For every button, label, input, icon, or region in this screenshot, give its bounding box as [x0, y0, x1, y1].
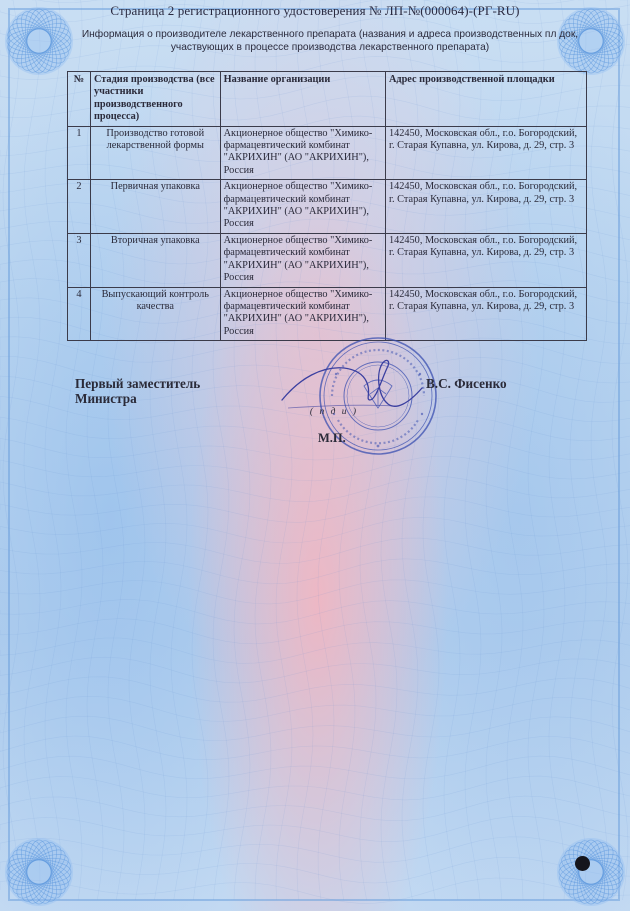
punch-hole	[575, 856, 590, 871]
corner-rosette-icon	[554, 835, 628, 909]
signer-position-line: Министра	[75, 391, 137, 406]
cell-number: 4	[68, 287, 91, 341]
signer-position	[75, 376, 200, 406]
table-row	[68, 126, 587, 180]
table-row	[68, 180, 587, 234]
cell-stage: Производство готовой лекарственной формы	[90, 126, 220, 180]
info-caption-line: участвующих в процессе производства лекарственного препарата)	[170, 42, 490, 53]
cell-number: 2	[68, 180, 91, 234]
column-header-stage: Стадия производства (все участники производственного процесса)	[90, 72, 220, 127]
cell-organization: Акционерное общество "Химико-фармацевтический комбинат "АКРИХИН" (АО "АКРИХИН"), Россия	[220, 233, 385, 287]
page-title: Страница 2 регистрационного удостоверения № ЛП-№(000064)-(РГ-RU)	[110, 3, 520, 18]
manufacturing-sites-table	[67, 71, 587, 341]
cell-stage: Вторичная упаковка	[90, 233, 220, 287]
cell-organization: Акционерное общество "Химико-фармацевтический комбинат "АКРИХИН" (АО "АКРИХИН"), Россия	[220, 180, 385, 234]
column-header-address: Адрес производственной площадки	[385, 72, 586, 127]
cell-address: 142450, Московская обл., г.о. Богородский, г. Старая Купавна, ул. Кирова, д. 29, стр. 3	[385, 180, 586, 234]
table-header-row	[68, 72, 587, 127]
table-row	[68, 287, 587, 341]
column-header-organization: Название организации	[220, 72, 385, 127]
signature-caption: ( п д и )	[309, 407, 359, 417]
manufacturer-info-caption	[70, 28, 590, 54]
column-header-number: №	[68, 72, 91, 127]
info-caption-line: Информация о производителе лекарственного препарата (названия и адреса производственных пл док,	[81, 29, 579, 40]
cell-number: 3	[68, 233, 91, 287]
signer-position-line: Первый заместитель	[75, 376, 201, 391]
corner-rosette-icon	[2, 835, 76, 909]
signer-name: В.С. Фисенко	[426, 376, 507, 391]
cell-address: 142450, Московская обл., г.о. Богородский, г. Старая Купавна, ул. Кирова, д. 29, стр. 3	[385, 287, 586, 341]
cell-stage: Выпускающий контроль качества	[90, 287, 220, 341]
cell-address: 142450, Московская обл., г.о. Богородский, г. Старая Купавна, ул. Кирова, д. 29, стр. 3	[385, 233, 586, 287]
cell-address: 142450, Московская обл., г.о. Богородский, г. Старая Купавна, ул. Кирова, д. 29, стр. 3	[385, 126, 586, 180]
seal-place-label: М.П.	[318, 431, 346, 445]
cell-organization: Акционерное общество "Химико-фармацевтический комбинат "АКРИХИН" (АО "АКРИХИН"), Россия	[220, 126, 385, 180]
cell-organization: Акционерное общество "Химико-фармацевтический комбинат "АКРИХИН" (АО "АКРИХИН"), Россия	[220, 287, 385, 341]
table-row	[68, 233, 587, 287]
cell-stage: Первичная упаковка	[90, 180, 220, 234]
cell-number: 1	[68, 126, 91, 180]
